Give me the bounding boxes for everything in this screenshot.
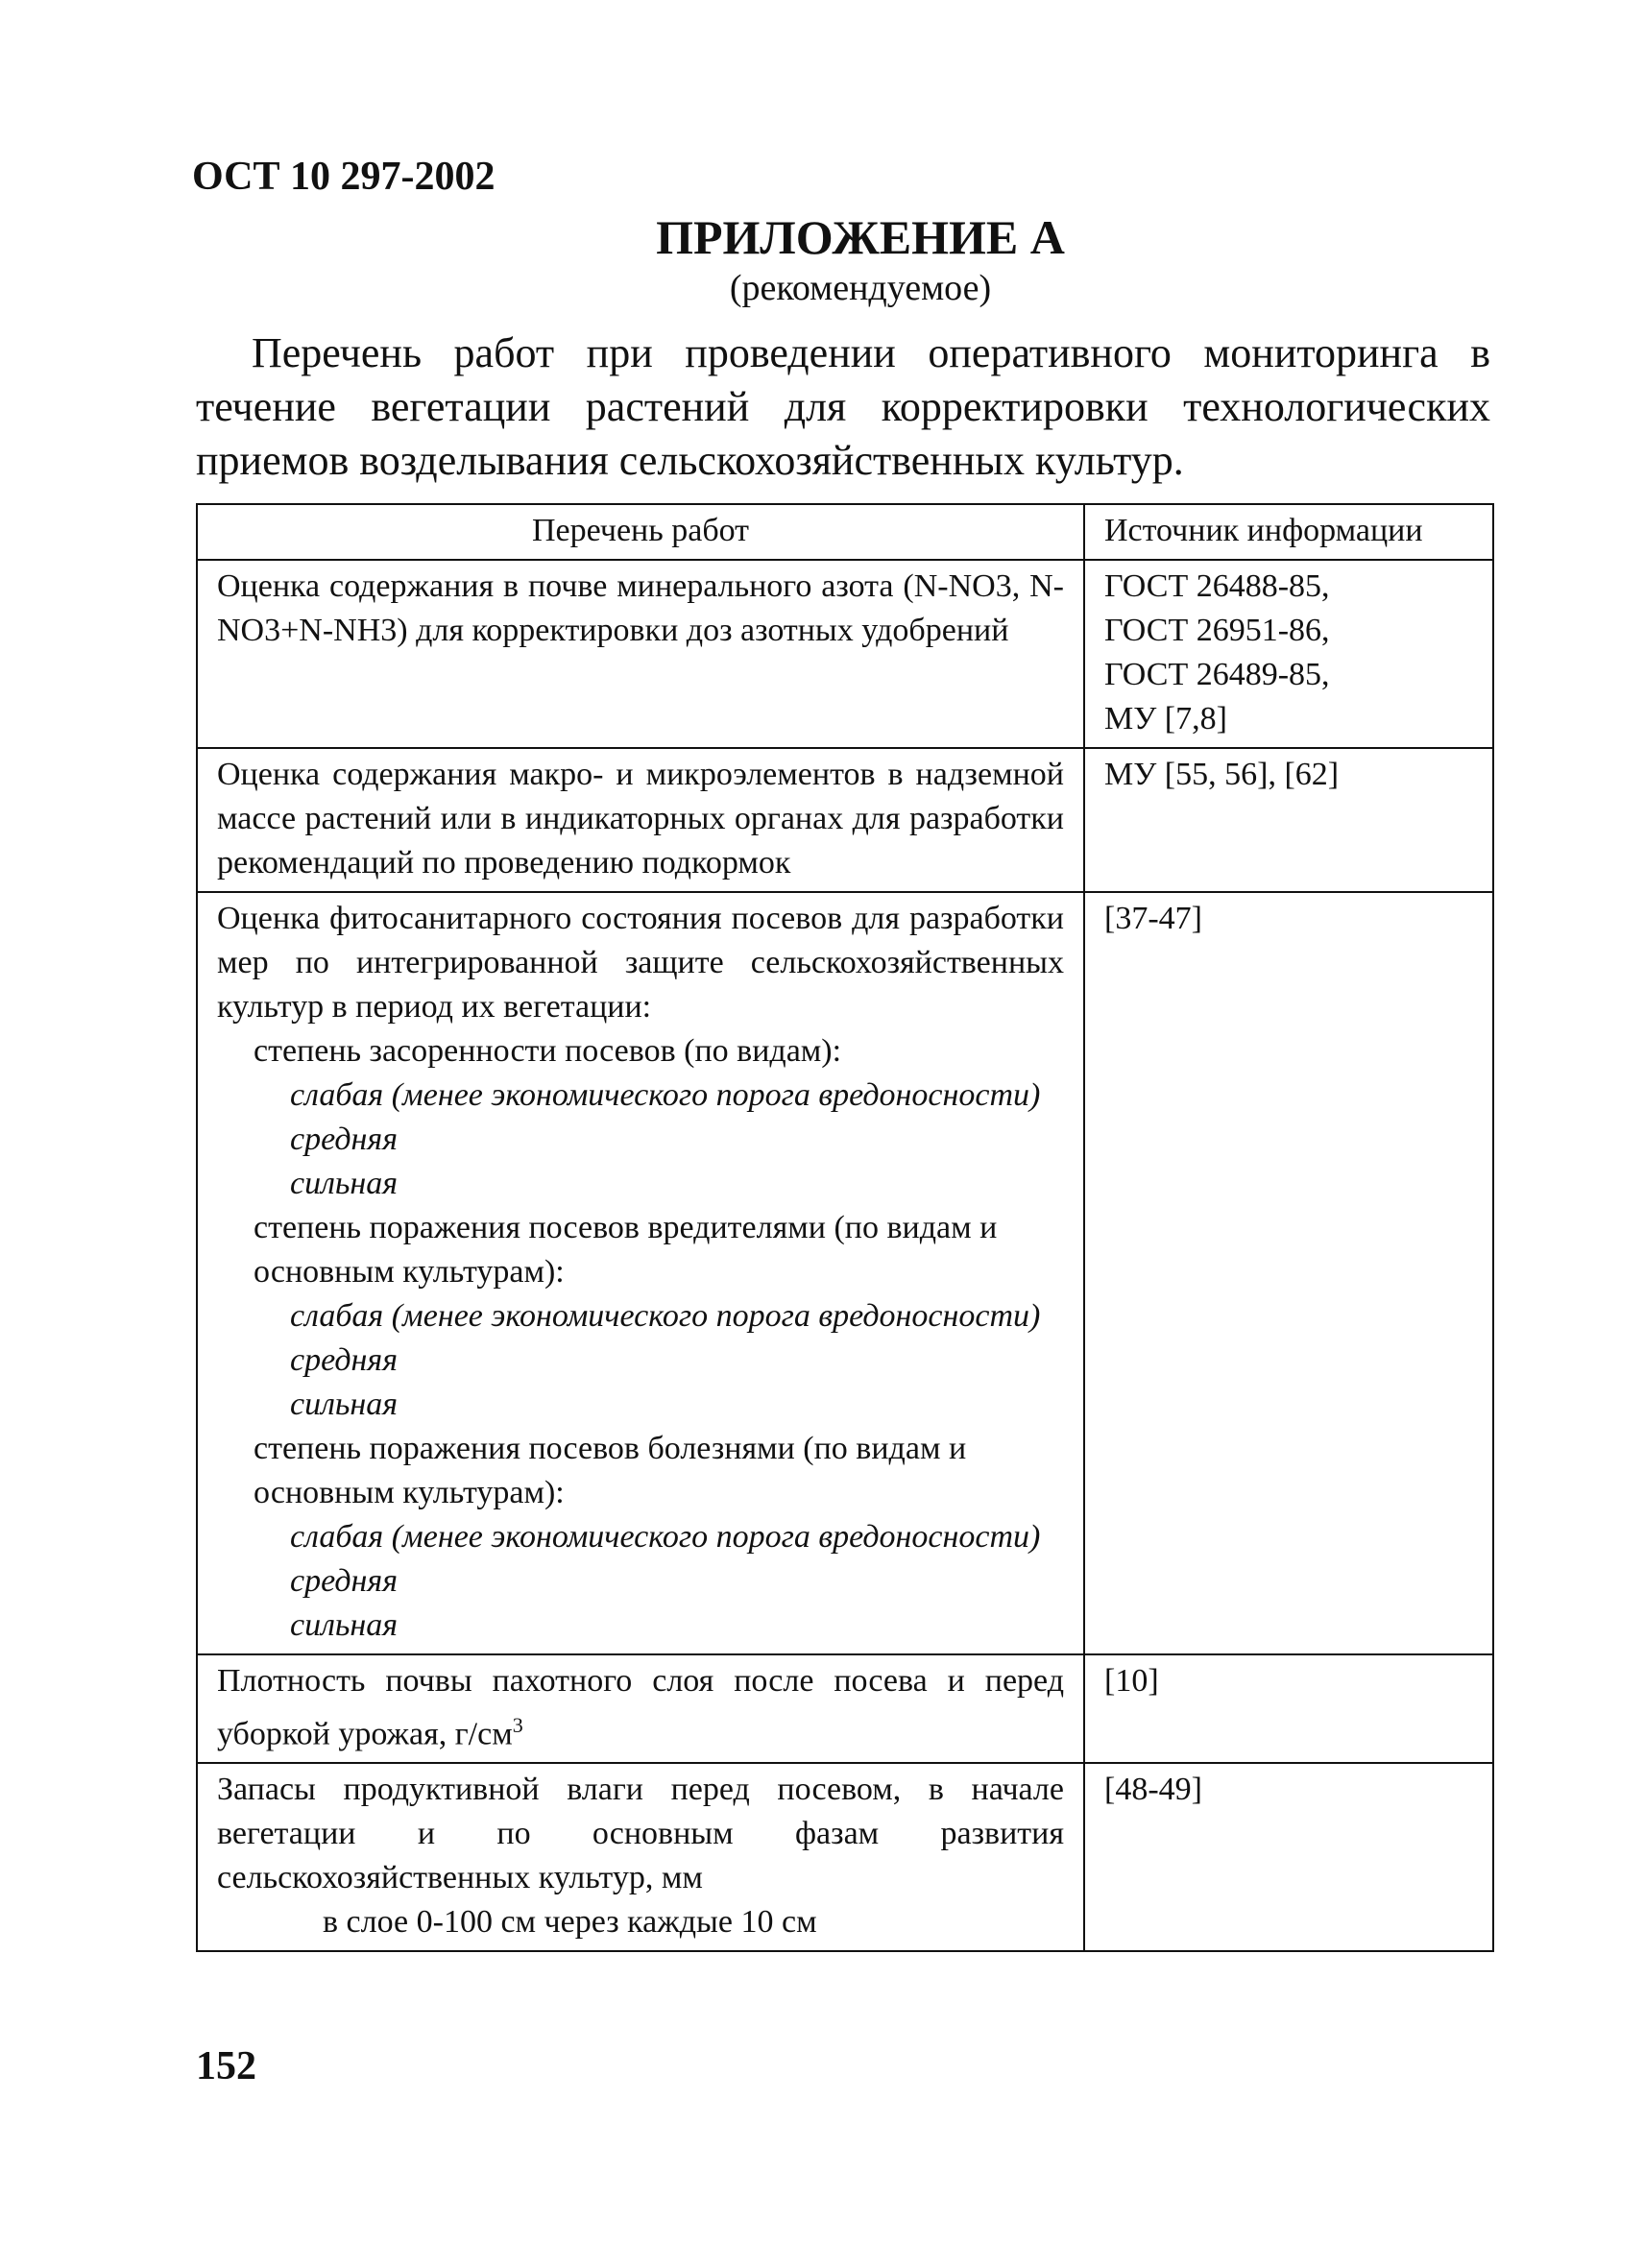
work-text: Запасы продуктивной влаги перед посевом, в начале вегетации и по основным фазам развития сельскохозяйственных культур, мм (217, 1772, 1064, 1896)
group-title: степень поражения посевов вредителями (по видам и основным культурам): (254, 1210, 998, 1290)
table-row (197, 560, 1493, 748)
work-extra: в слое 0-100 см через каждые 10 см (323, 1904, 817, 1941)
source-cell (1084, 892, 1493, 1654)
work-cell (197, 1763, 1084, 1951)
level-item: средняя (290, 1563, 399, 1599)
intro-paragraph: Перечень работ при проведении оперативного мониторинга в течение вегетации растений для корректировки технологических приемов возделывания сельскохозяйственных культур. (196, 329, 1490, 484)
unit-superscript: 3 (512, 1713, 523, 1737)
table-row (197, 1763, 1493, 1951)
document-code: ОСТ 10 297-2002 (192, 155, 496, 199)
source-line: МУ [55, 56], [62] (1104, 757, 1340, 792)
source-cell (1084, 748, 1493, 892)
group-title: степень поражения посевов болезнями (по видам и основным культурам): (254, 1431, 967, 1510)
header-source: Источник информации (1084, 504, 1493, 560)
level-item: сильная (290, 1166, 399, 1201)
work-cell (197, 892, 1084, 1654)
level-item: средняя (290, 1122, 399, 1157)
group-title: степень засоренности посевов (по видам): (254, 1033, 842, 1069)
level-item: средняя (290, 1342, 399, 1378)
source-line: ГОСТ 26951-86, (1104, 613, 1330, 648)
appendix-title: ПРИЛОЖЕНИЕ А (656, 210, 1065, 264)
source-cell (1084, 1763, 1493, 1951)
table-row (197, 892, 1493, 1654)
source-line: ГОСТ 26488-85, (1104, 568, 1330, 604)
table-row (197, 1654, 1493, 1763)
work-cell (197, 1654, 1084, 1763)
source-line: МУ [7,8] (1104, 701, 1227, 736)
level-item: слабая (менее экономического порога вредоносности) (290, 1298, 1041, 1334)
source-cell (1084, 1654, 1493, 1763)
level-item: сильная (290, 1387, 399, 1422)
works-table (196, 503, 1494, 1952)
level-item: сильная (290, 1607, 399, 1643)
level-item: слабая (менее экономического порога вредоносности) (290, 1077, 1041, 1113)
appendix-subtitle: (рекомендуемое) (729, 268, 992, 308)
work-cell: Оценка содержания в почве минерального азота (N-NO3, N-NO3+N-NH3) для корректировки доз азотных удобрений (197, 560, 1084, 748)
table-header-row (197, 504, 1493, 560)
source-line: [48-49] (1104, 1772, 1202, 1808)
source-line: [10] (1104, 1663, 1159, 1699)
work-cell: Оценка содержания макро- и микроэлементов в надземной массе растений или в индикаторных органах для разработки рекомендаций по проведению подкормок (197, 748, 1084, 892)
source-cell (1084, 560, 1493, 748)
source-line: ГОСТ 26489-85, (1104, 657, 1330, 692)
work-intro: Оценка фитосанитарного состояния посевов для разработки мер по интегрированной защите сельскохозяйственных культур в период их вегетации: (217, 901, 1064, 1025)
level-item: слабая (менее экономического порога вредоносности) (290, 1519, 1041, 1555)
header-works: Перечень работ (197, 504, 1084, 560)
work-text: Плотность почвы пахотного слоя после посева и перед уборкой урожая, г/см (217, 1663, 1064, 1752)
source-line: [37-47] (1104, 901, 1202, 936)
table-row (197, 748, 1493, 892)
page-number: 152 (196, 2044, 256, 2088)
